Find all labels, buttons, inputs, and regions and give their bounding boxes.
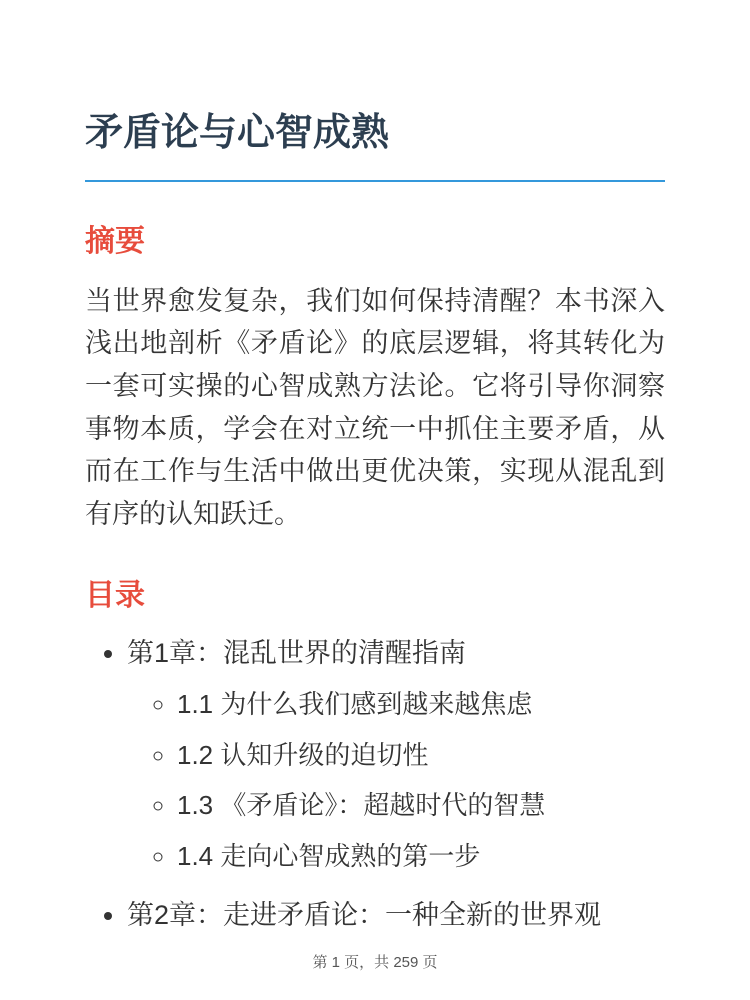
toc-heading: 目录 xyxy=(85,578,145,612)
toc-chapter-2-label: 第2章：走进矛盾论：一种全新的世界观 xyxy=(127,899,602,930)
toc-section-1-1: ◦ 1.1 为什么我们感到越来越焦虑 xyxy=(177,688,665,722)
toc-section-1-4: ◦ 1.4 走向心智成熟的第一步 xyxy=(177,840,665,874)
page-number-footer: 第 1 页，共 259 页 xyxy=(312,954,438,971)
page-title: 矛盾论与心智成熟 xyxy=(85,112,665,182)
toc-chapter-1-sections xyxy=(127,688,665,874)
toc-list xyxy=(85,636,665,933)
abstract-paragraph: 当世界愈发复杂，我们如何保持清醒？本书深入浅出地剖析《矛盾论》的底层逻辑，将其转化为一套可实操的心智成熟方法论。它将引导你洞察事物本质，学会在对立统一中抓住主要矛盾，从而在工作与生活中做出更优决策，实现从混乱到有序的认知跃迁。 xyxy=(85,285,665,529)
toc-section-1-3: ◦ 1.3 《矛盾论》：超越时代的智慧 xyxy=(177,789,665,823)
toc-chapter-1 xyxy=(127,636,665,874)
toc-chapter-1-label: 第1章：混乱世界的清醒指南 xyxy=(127,637,467,668)
toc-section-1-2: ◦ 1.2 认知升级的迫切性 xyxy=(177,739,665,773)
abstract-heading: 摘要 xyxy=(85,224,145,258)
toc-chapter-2 xyxy=(127,898,665,933)
